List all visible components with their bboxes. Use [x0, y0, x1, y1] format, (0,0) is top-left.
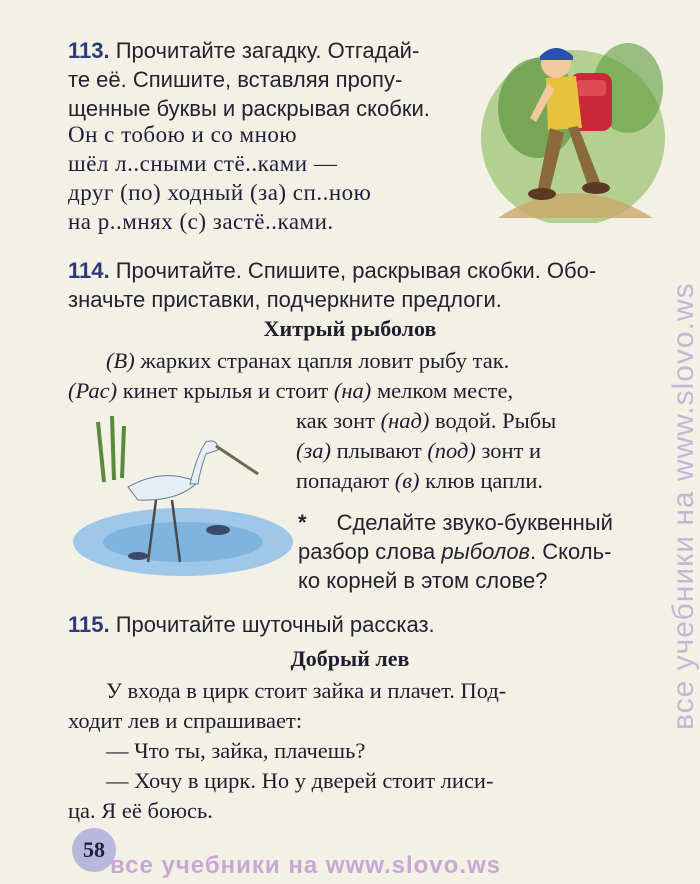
exercise-114-instruction — [68, 256, 596, 314]
instruction-line: щенные буквы и раскрывая скобки. — [68, 96, 430, 121]
story-title-fisher: Хитрый рыболов — [263, 316, 437, 341]
story-line: (за) плывают (под) зонт и — [296, 438, 542, 463]
story-line: — Хочу в цирк. Но у дверей стоит лиси- — [106, 768, 494, 793]
instruction-line: Прочитайте. Спишите, раскрывая скобки. Обо- — [115, 258, 597, 283]
instruction-line: те её. Спишите, вставляя пропу- — [68, 67, 403, 92]
story-line: (Рас) кинет крылья и стоит (на) мелком месте, — [68, 378, 514, 403]
story-line: (В) жарких странах цапля ловит рыбу так. — [106, 348, 510, 373]
story-text-fisher — [68, 346, 648, 406]
story-line: попадают (в) клюв цапли. — [296, 468, 544, 493]
watermark-side: все учебники на www.slovo.ws — [667, 282, 700, 730]
poem-line: Он с тобою и со мною — [68, 122, 298, 147]
page-number: 58 — [72, 828, 116, 872]
watermark-bottom: все учебники на www.slovo.ws — [110, 852, 501, 879]
poem-line: на р..мнях (с) застё..ками. — [68, 209, 334, 234]
exercise-114-number: 114. — [68, 258, 110, 283]
star-icon: * — [298, 510, 307, 535]
exercise-113-instruction — [68, 36, 430, 123]
instruction-line: Прочитайте загадку. Отгадай- — [115, 38, 420, 63]
instruction-line: значьте приставки, подчеркните предлоги. — [68, 287, 502, 312]
poem-line: шёл л..сными стё..ками — — [68, 151, 338, 176]
exercise-115-number: 115. — [68, 612, 110, 637]
story-line: У входа в цирк стоит зайка и плачет. Под- — [106, 678, 507, 703]
story-text-fisher-cont — [296, 406, 646, 496]
exercise-115-instruction — [68, 610, 435, 639]
exercise-114-subtask: * Сделайте звуко-буквенный разбор слова рыболов. Сколь- ко корней в этом слове? — [298, 510, 613, 593]
story-line: — Что ты, зайка, плачешь? — [106, 738, 366, 763]
heron-illustration — [68, 412, 298, 580]
story-line: ца. Я её боюсь. — [68, 798, 213, 823]
story-title-lion: Добрый лев — [290, 646, 410, 671]
story-line: как зонт (над) водой. Рыбы — [296, 408, 557, 433]
boy-with-backpack-illustration — [478, 18, 668, 223]
riddle-poem — [68, 120, 371, 236]
exercise-113-number: 113. — [68, 38, 110, 63]
instruction-line: Прочитайте шуточный рассказ. — [115, 612, 435, 637]
story-line: ходит лев и спрашивает: — [68, 708, 303, 733]
poem-line: друг (по) ходный (за) сп..ною — [68, 180, 372, 205]
story-text-lion — [68, 676, 648, 826]
